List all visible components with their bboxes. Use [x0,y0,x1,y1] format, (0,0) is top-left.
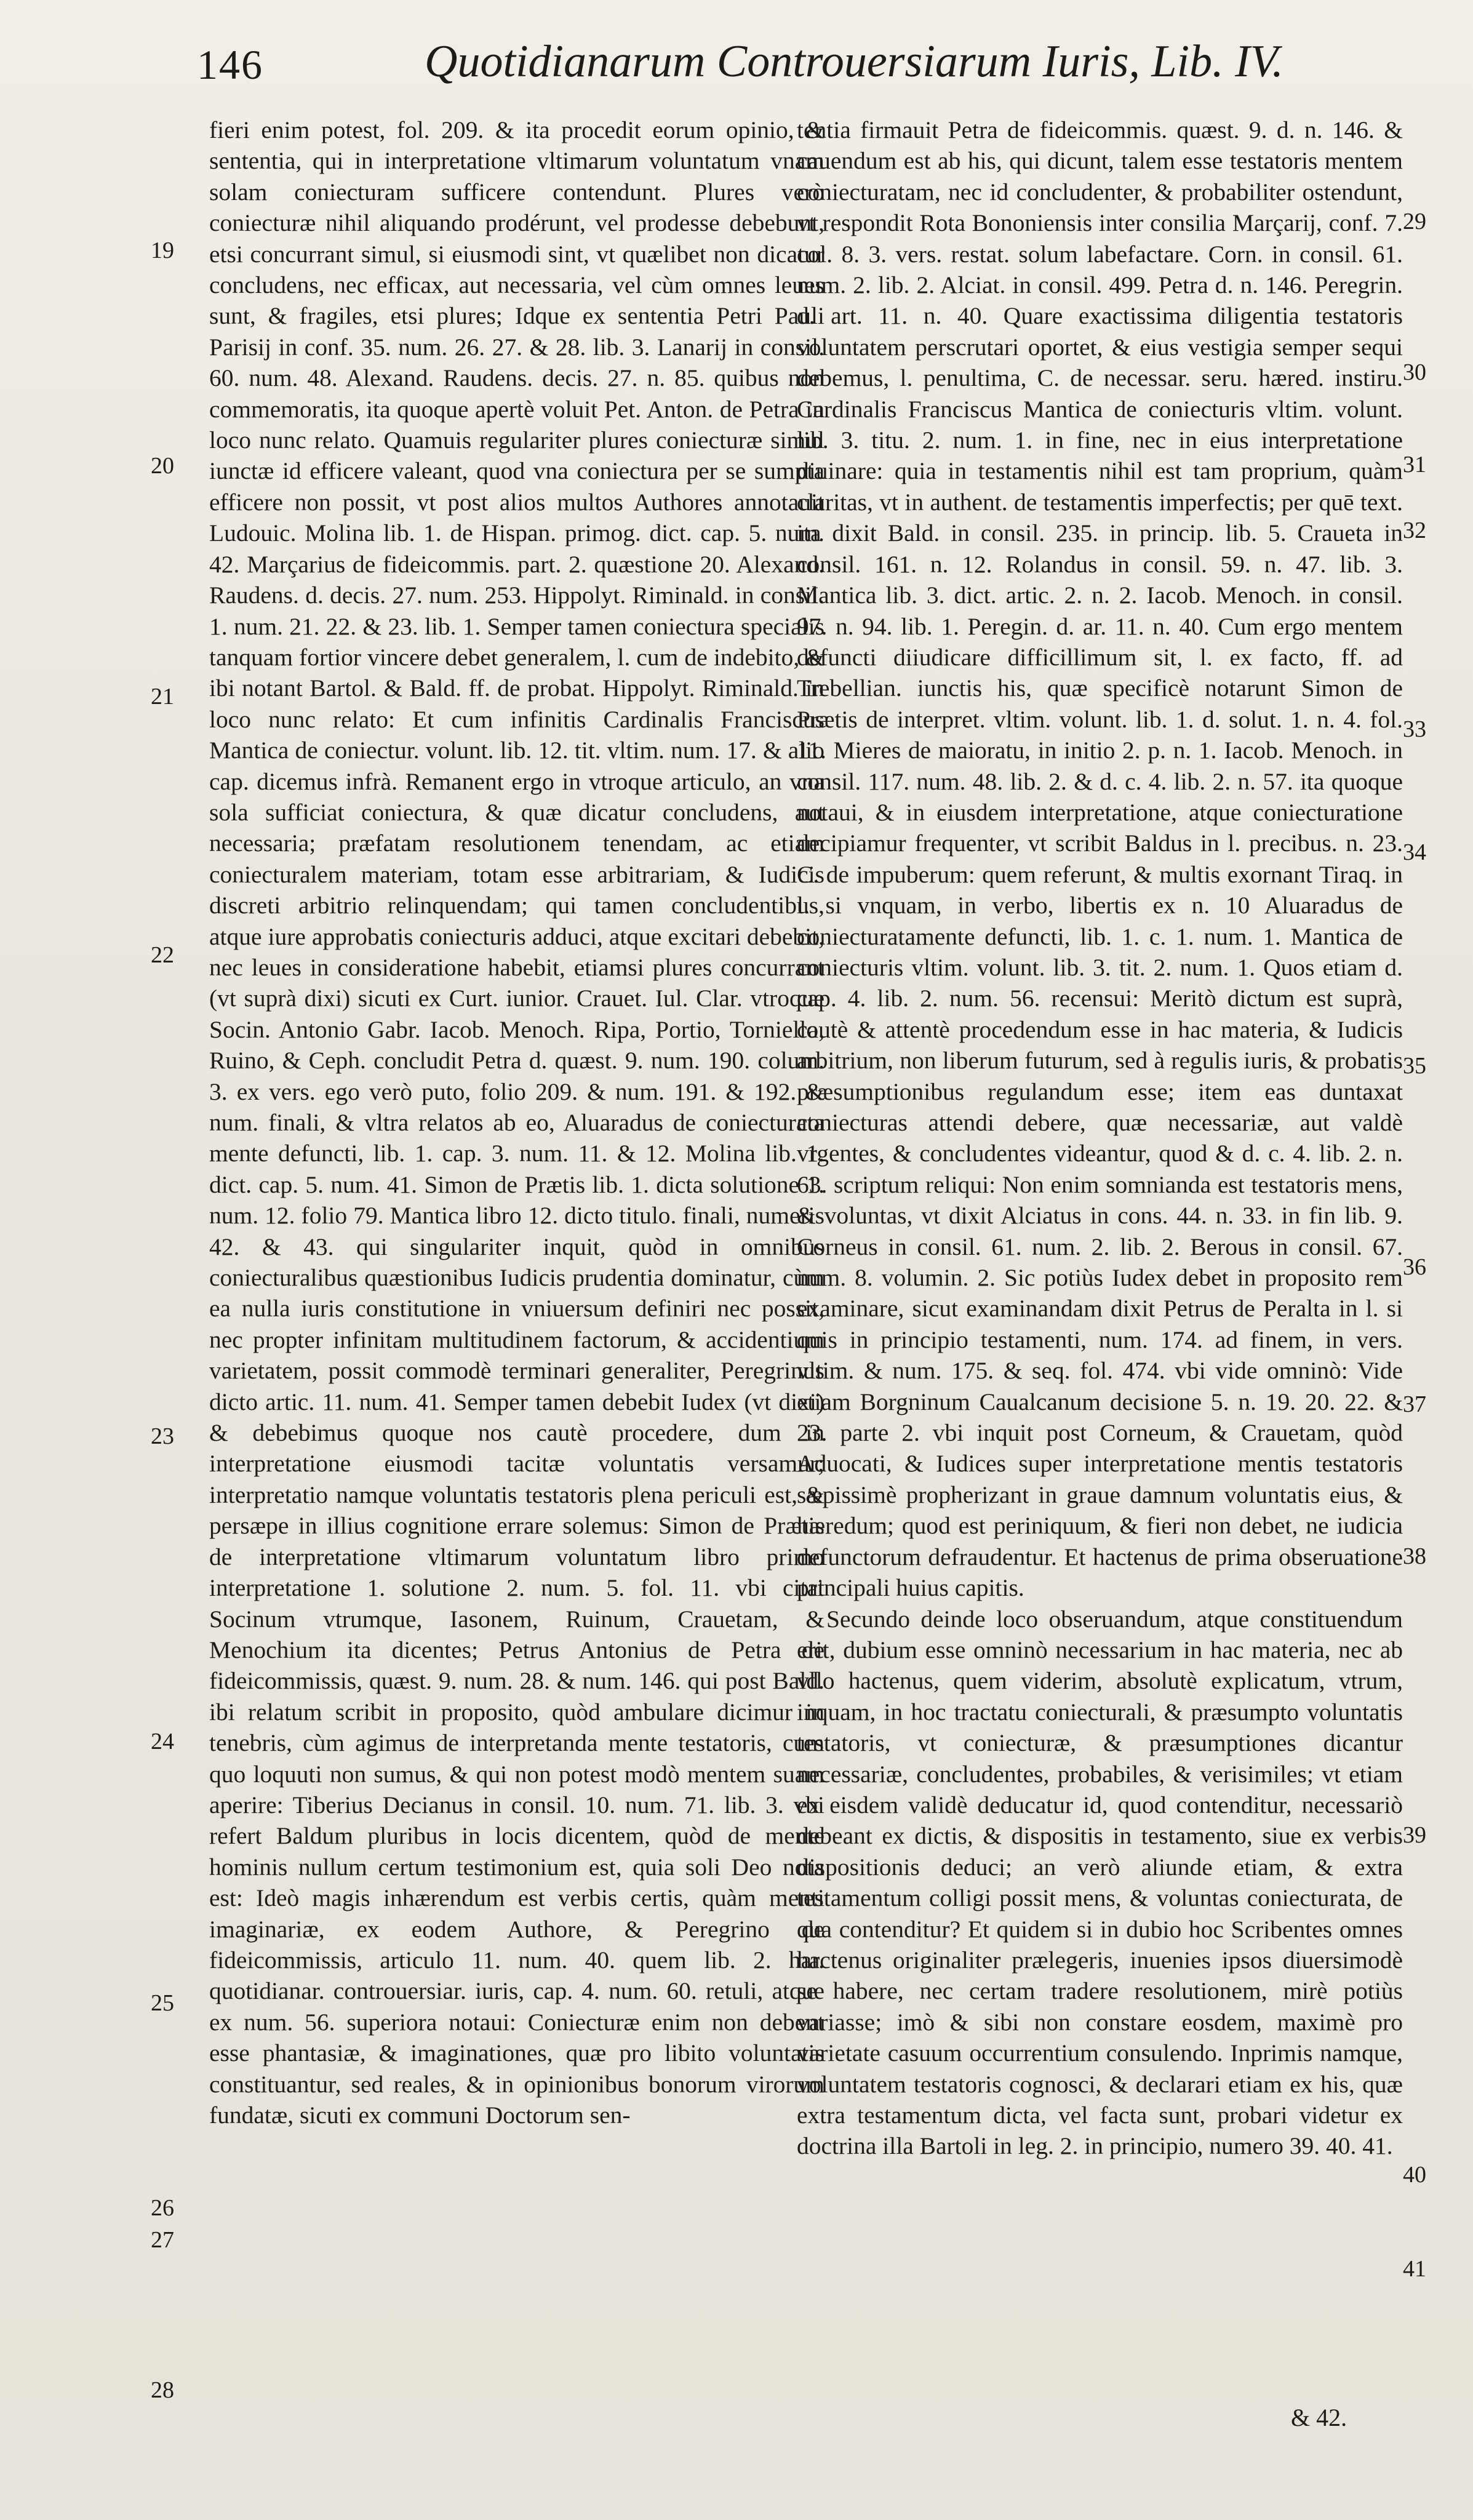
margin-number: 34 [1403,839,1426,865]
margin-number: 29 [1403,209,1426,234]
margin-number: 39 [1403,1822,1426,1848]
margin-number: 32 [1403,518,1426,543]
margin-number: 27 [151,2227,174,2253]
margin-number: 24 [151,1729,174,1754]
margin-number: 31 [1403,452,1426,478]
margin-number: 19 [151,238,174,263]
margin-number: 40 [1403,2162,1426,2188]
left-paragraph: fieri enim potest, fol. 209. & ita procedit eorum opinio, & sententia, qui in interpretatione vltimarum voluntatum vnam solam coniecturam sufficere contendunt. Plures verò coniecturæ nihil aliquando prodérunt, vel prodesse debebunt, etsi concurrant simul, si eiusmodi sint, vt quælibet non dicatur concludens, nec efficax, aut necessaria, vel cùm omnes leues sunt, & fragiles, etsi plures; Idque ex sententia Petri Pauli Parisij in conf. 35. num. 26. 27. & 28. lib. 3. Lanarij in consil. 60. num. 48. Alexand. Raudens. decis. 27. n. 85. quibus non commemoratis, ita quoque apertè voluit Pet. Anton. de Petra in loco nunc relato. Quamuis regulariter plures coniecturæ simul iunctæ id efficere valeant, quod vna coniectura per se sumpta efficere non possit, vt post alios multos Authores annotauit Ludouic. Molina lib. 1. de Hispan. primog. dict. cap. 5. num. 42. Marçarius de fideicommis. part. 2. quæstione 20. Alexand. Raudens. d. decis. 27. num. 253. Hippolyt. Riminald. in consil. 1. num. 21. 22. & 23. lib. 1. Semper tamen coniectura specialis tanquam fortior vincere debet generalem, l. cum de indebito, & ibi notant Bartol. & Bald. ff. de probat. Hippolyt. Riminald. in loco nunc relato: Et cum infinitis Cardinalis Franciscus Mantica de coniectur. volunt. lib. 12. tit. vltim. num. 17. & alio cap. dicemus infrà. Remanent ergo in vtroque articulo, an vna sola sufficiat coniectura, & quæ dicatur concludens, aut necessaria; præfatam resolutionem tenendam, ac etiam coniecturalem materiam, totam esse arbitrariam, & Iudicis discreti arbitrio relinquendam; qui tamen concludentibus, atque iure approbatis coniecturis adduci, atque excitari debebit, nec leues in consideratione habebit, etiamsi plures concurrant (vt suprà dixi) sicuti ex Curt. iunior. Crauet. Iul. Clar. vtroque Socin. Antonio Gabr. Iacob. Menoch. Ripa, Portio, Torniello, Ruino, & Ceph. concludit Petra d. quæst. 9. num. 190. colum. 3. ex vers. ego verò puto, folio 209. & num. 191. & 192. & num. finali, & vltra relatos ab eo, Aluaradus de coniecturata mente defuncti, lib. 1. cap. 3. num. 11. & 12. Molina lib. 1. dict. cap. 5. num. 41. Simon de Prætis lib. 1. dicta solutione 1. num. 12. folio 79. Mantica libro 12. dicto titulo. finali, numeris 42. & 43. qui singulariter inquit, quòd in omnibus coniecturalibus quæstionibus Iudicis prudentia dominatur, cùm ea nulla iuris constitutione in vniuersum definiri nec possit, nec propter infinitam multitudinem factorum, & accidentium varietatem, possit commodè terminari generaliter, Peregrinus dicto artic. 11. num. 41. Semper tamen debebit Iudex (vt dixi) & debebimus quoque nos cautè procedere, dum in interpretatione eiusmodi tacitæ voluntatis versamur; interpretatio namque voluntatis testatoris plena periculi est, & persæpe in illius cognitione errare solemus: Simon de Prætis de interpretatione vltimarum voluntatum libro primo interpretatione 1. solutione 2. num. 5. fol. 11. vbi citat Socinum vtrumque, Iasonem, Ruinum, Crauetam, & Menochium ita dicentes; Petrus Antonius de Petra de fideicommissis, quæst. 9. num. 28. & num. 146. qui post Bald. ibi relatum scribit in proposito, quòd ambulare dicimur in tenebris, cùm agimus de interpretanda mente testatoris, cum quo loquuti non sumus, & qui non potest modò mentem suam aperire: Tiberius Decianus in consil. 10. num. 71. lib. 3. vbi refert Baldum pluribus in locis dicentem, quòd de mente hominis nullum certum testimonium est, quia soli Deo nota est: Ideò magis inhærendum est verbis certis, quàm menti imaginariæ, ex eodem Authore, & Peregrino de fideicommissis, articulo 11. num. 40. quem lib. 2. har. quotidianar. controuersiar. iuris, cap. 4. num. 60. retuli, atque ex num. 56. superiora notaui: Coniecturæ enim non debent esse phantasiæ, & imaginationes, quæ pro libito voluntatis constituantur, sed reales, & in opinionibus bonorum virorum fundatæ, sicuti ex communi Doctorum sen- [209,116,824,2129]
margin-number: 38 [1403,1543,1426,1569]
running-title: Quotidianarum Controuersiarum Iuris, Lib. IV. [425,36,1283,87]
margin-number: 21 [151,684,174,710]
margin-number: 20 [151,453,174,479]
margin-number: 35 [1403,1053,1426,1079]
margin-number: 28 [151,2377,174,2403]
right-paragraph: tentia firmauit Petra de fideicommis. quæst. 9. d. n. 146. & cauendum est ab his, qui dicunt, talem esse testatoris mentem coniecturatam, nec id concludenter, & probabiliter ostendunt, vt respondit Rota Bononiensis inter consilia Marçarij, conf. 7. col. 8. 3. vers. restat. solum labefactare. Corn. in consil. 61. num. 2. lib. 2. Alciat. in consil. 499. Petra d. n. 146. Peregrin. d. art. 11. n. 40. Quare exactissima diligentia testatoris voluntatem perscrutari oportet, & eius vestigia semper sequi debemus, l. penultima, C. de necessar. seru. hæred. instiru. Cardinalis Franciscus Mantica de coniecturis vltim. volunt. lib. 3. titu. 2. num. 1. in fine, nec in eius interpretatione diuinare: quia in testamentis nihil est tam proprium, quàm claritas, vt in authent. de testamentis imperfectis; per quē text. ita dixit Bald. in consil. 235. in princip. lib. 5. Craueta in consil. 161. n. 12. Rolandus in consil. 59. n. 47. lib. 3. Mantica lib. 3. dict. artic. 2. n. 2. Iacob. Menoch. in consil. 97. n. 94. lib. 1. Peregin. d. ar. 11. n. 40. Cum ergo mentem defuncti diiudicare difficillimum sit, l. ex facto, ff. ad Trebellian. iunctis his, quæ specificè notarunt Simon de Prætis de interpret. vltim. volunt. lib. 1. d. solut. 1. n. 4. fol. 11. Mieres de maioratu, in initio 2. p. n. 1. Iacob. Menoch. in consil. 117. num. 48. lib. 2. & d. c. 4. lib. 2. n. 57. ita quoque notaui, & in eiusdem interpretatione, atque coniecturatione decipiamur frequenter, vt scribit Baldus in l. precibus. n. 23. C. de impuberum: quem referunt, & multis exornant Tiraq. in l. si vnquam, in verbo, libertis ex n. 10 Aluaradus de coniecturatamente defuncti, lib. 1. c. 1. num. 1. Mantica de coniecturis vltim. volunt. lib. 3. tit. 2. num. 1. Quos etiam d. cap. 4. lib. 2. num. 56. recensui: Meritò dictum est suprà, cautè & attentè procedendum esse in hac materia, & Iudicis arbitrium, non liberum futurum, sed à regulis iuris, & probatis præsumptionibus regulandum esse; item eas duntaxat coniecturas attendi debere, quæ necessariæ, aut valdè vrgentes, & concludentes videantur, quod & d. c. 4. lib. 2. n. 63. scriptum reliqui: Non enim somnianda est testatoris mens, & voluntas, vt dixit Alciatus in cons. 44. n. 33. in fin lib. 9. Corneus in consil. 61. num. 2. lib. 2. Berous in consil. 67. num. 8. volumin. 2. Sic potiùs Iudex debet in proposito rem examinare, sicut examinandam dixit Petrus de Peralta in l. si quis in principio testamenti, num. 174. ad finem, in vers. vltim. & num. 175. & seq. fol. 474. vbi vide omninò: Vide etiam Borgninum Caualcanum decisione 5. n. 19. 20. 22. & 23. parte 2. vbi inquit post Corneum, & Crauetam, quòd Aduocati, & Iudices super interpretatione mentis testatoris sæpissimè propherizant in graue damnum voluntatis eius, & hæredum; quod est periniquum, & fieri non debet, ne iudicia defunctorum defraudentur. Et hactenus de prima obseruatione principali huius capitis. [797,116,1403,1602]
margin-number: 22 [151,942,174,968]
margin-number: 25 [151,1990,174,2016]
margin-number: 26 [151,2195,174,2221]
margin-number: 37 [1403,1391,1426,1417]
page-number: 146 [197,41,263,88]
right-paragraph: Secundo deinde loco obseruandum, atque constituendum erit, dubium esse omninò necessarium in hac materia, nec ab vllo hactenus, quem viderim, absolutè explicatum, vtrum, inquam, in hoc tractatu coniecturali, & præsumpto voluntatis testatoris, vt coniecturæ, & præsumptiones dicantur necessariæ, concludentes, probabiles, & verisimiles; vt etiam ex eisdem validè deducatur id, quod contenditur, necessariò debeant ex dictis, & dispositis in testamento, siue ex verbis dispositionis deduci; an verò aliunde etiam, & extra testamentum colligi possit mens, & voluntas coniecturata, de qua contenditur? Et quidem si in dubio hoc Scribentes omnes hactenus originaliter prælegeris, inuenies ipsos diuersimodè se habere, nec certam tradere resolutionem, mirè potiùs variasse; imò & sibi non constare eosdem, maximè pro varietate casuum occurrentium consulendo. Inprimis namque, voluntatem testatoris cognosci, & declarari etiam ex his, quæ extra testamentum dicta, vel facta sunt, probari videtur ex doctrina illa Bartoli in leg. 2. in principio, numero 39. 40. 41. [797,1605,1403,2160]
margin-number: 30 [1403,359,1426,385]
page-header [197,36,1397,103]
margin-number: 23 [151,1423,174,1449]
margin-number: 36 [1403,1254,1426,1280]
left-column [209,114,824,2130]
catch-word: & 42. [1291,2404,1347,2431]
margin-number: 33 [1403,716,1426,742]
margin-number: 41 [1403,2256,1426,2282]
right-column [797,114,1403,2162]
